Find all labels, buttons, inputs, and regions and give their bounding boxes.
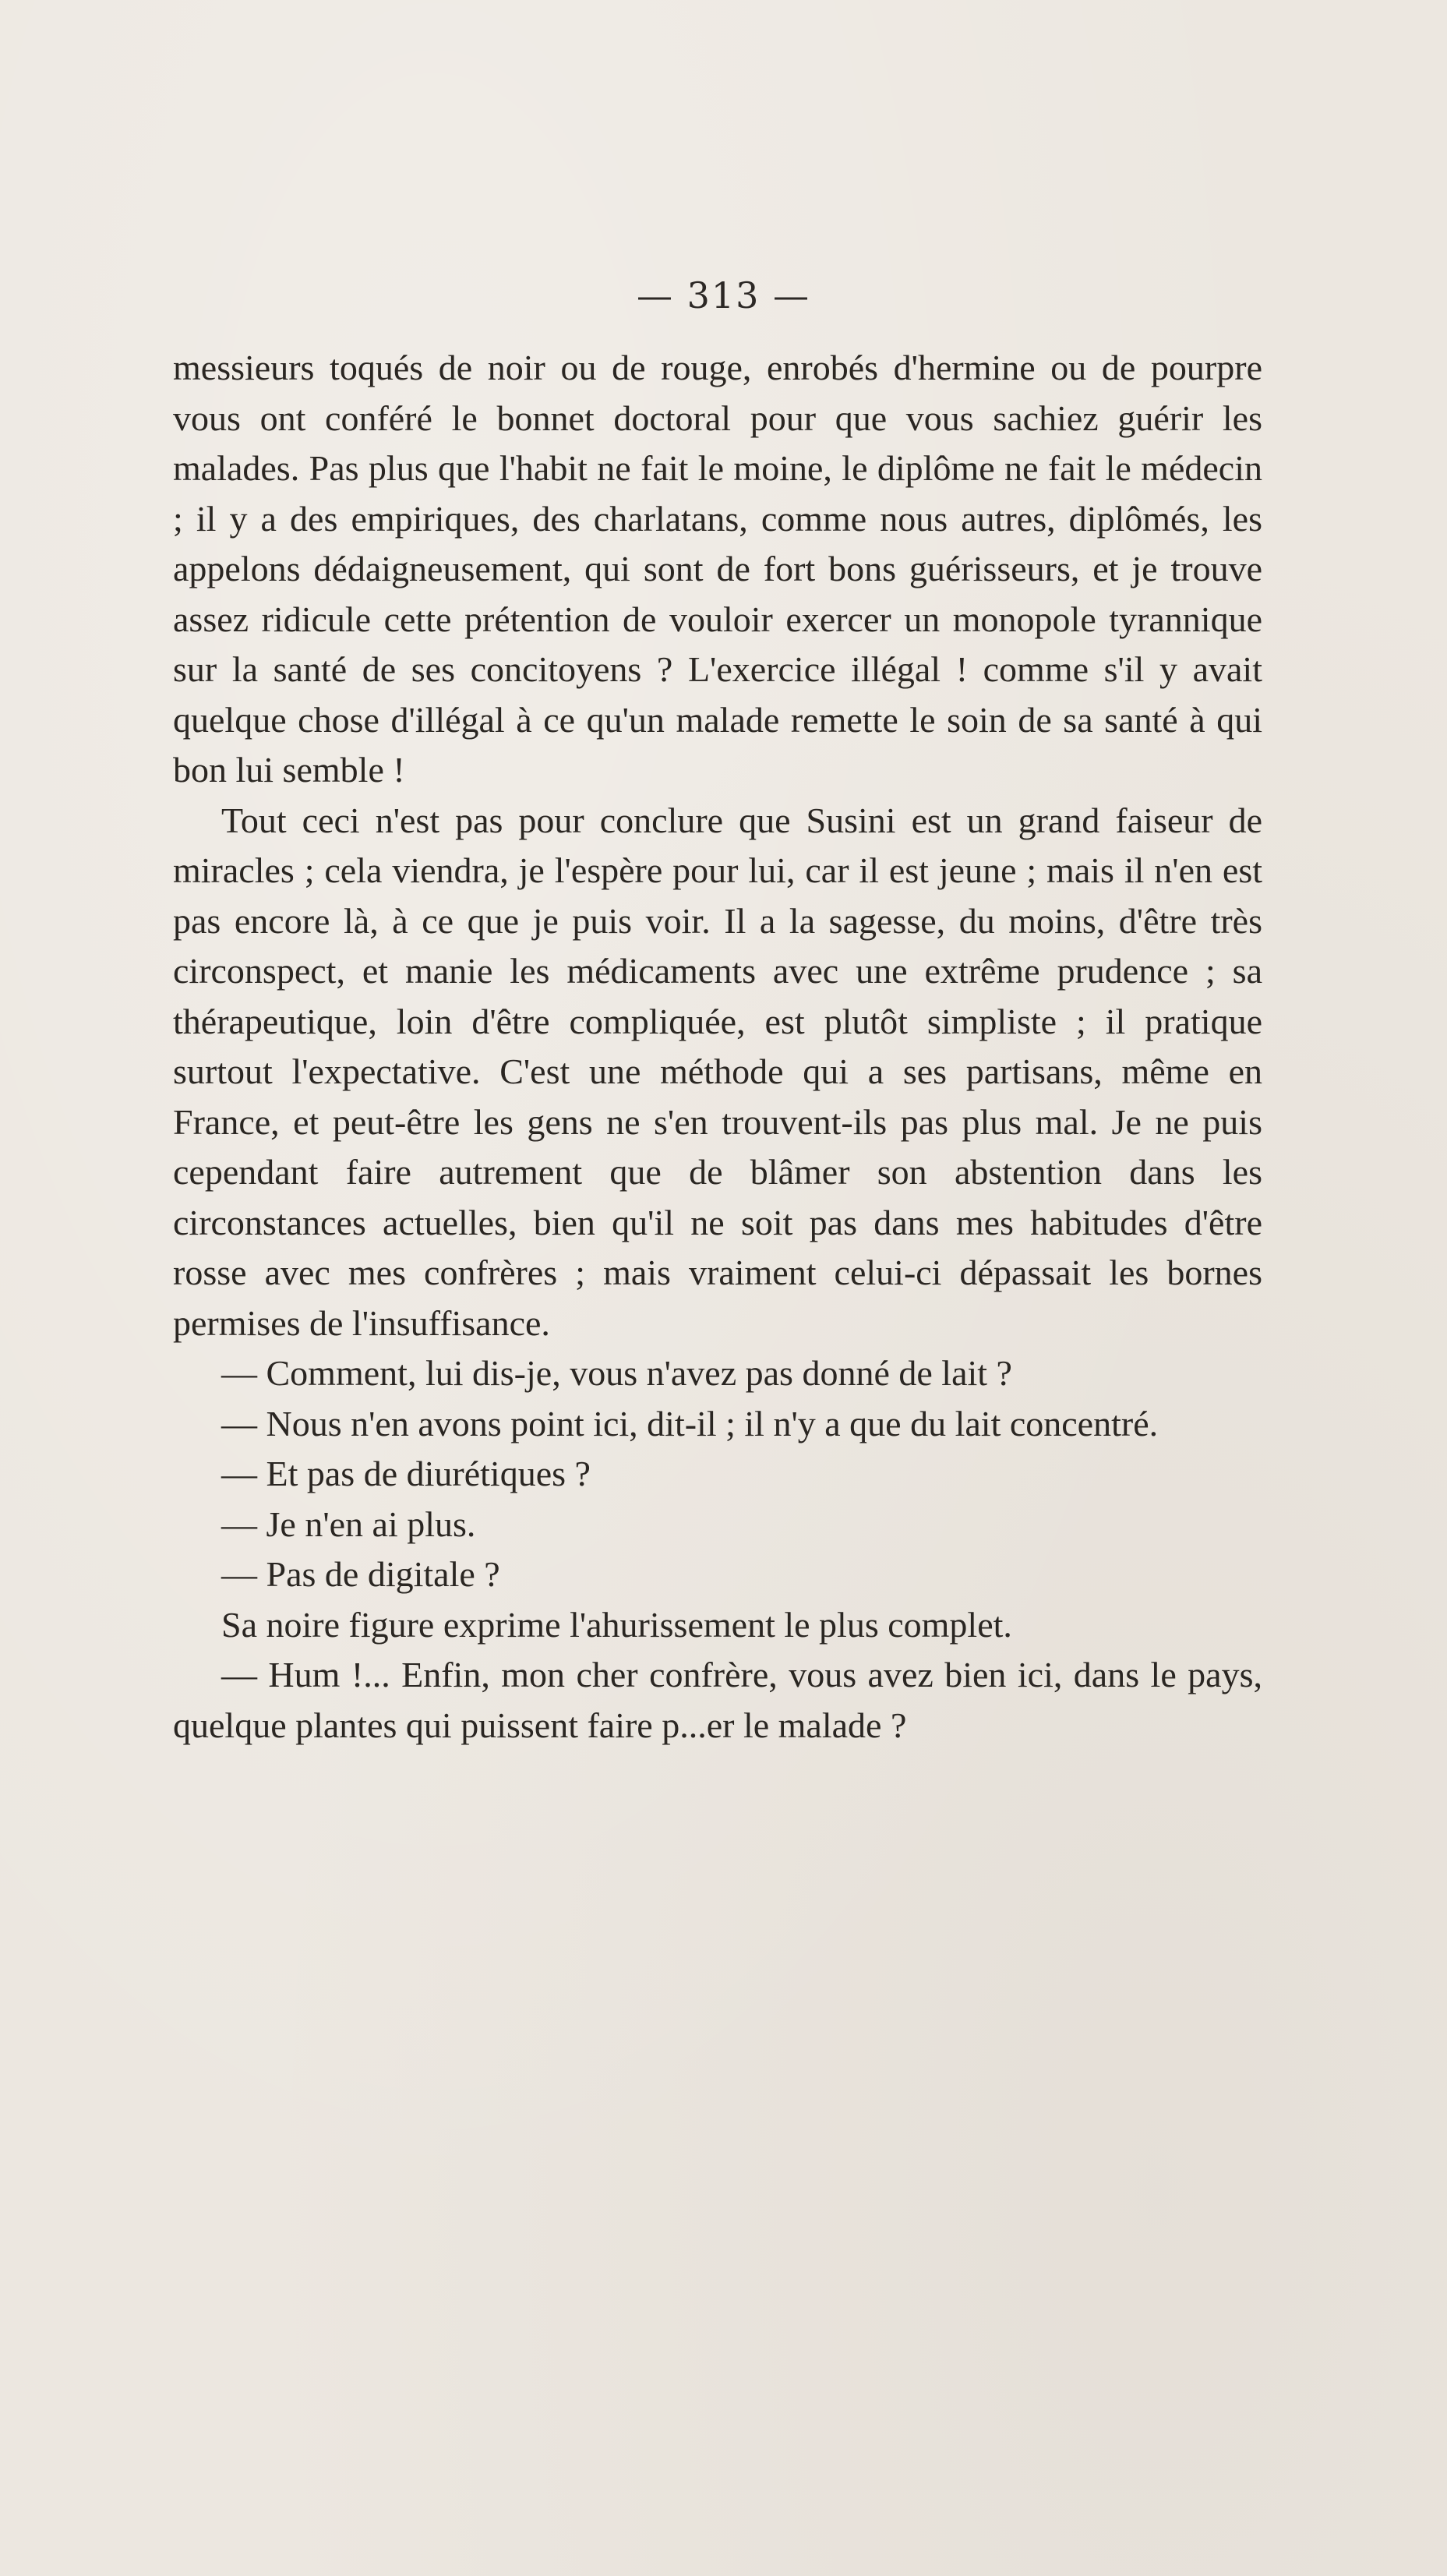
dialogue-line-2: — Nous n'en avons point ici, dit-il ; il n'y a que du lait concentré. xyxy=(221,1403,1159,1443)
paragraph-2: Tout ceci n'est pas pour conclure que Susini est un grand faiseur de miracles ; cela viendra, je l'espère pour lui, car il est jeune ; mais il n'en est pas encore là, à ce que je puis voir. Il a la sagesse, du moins, d'être très circonspect, et manie les médicaments avec une extrême prudence ; sa thérapeutique, loin d'être compliquée, est plutôt simpliste ; il pratique surtout l'expectative. C'est une méthode qui a ses partisans, même en France, et peut-être les gens ne s'en trouvent-ils pas plus mal. Je ne puis cependant faire autrement que de blâmer son abstention dans les circonstances actuelles, bien qu'il ne soit pas dans mes habitudes d'être rosse avec mes confrères ; mais vraiment celui-ci dépassait les bornes permises de l'insuffisance. xyxy=(173,800,1262,1343)
dialogue-line-5: — Pas de digitale ? xyxy=(221,1554,500,1594)
page-number: — 313 — xyxy=(636,274,811,316)
dialogue-line-3: — Et pas de diurétiques ? xyxy=(221,1454,591,1493)
dialogue-line-4: — Je n'en ai plus. xyxy=(221,1504,476,1544)
dialogue-line-1: — Comment, lui dis-je, vous n'avez pas donné de lait ? xyxy=(221,1353,1012,1393)
paragraph-1: messieurs toqués de noir ou de rouge, enrobés d'hermine ou de pourpre vous ont conféré le bonnet doctoral pour que vous sachiez guérir les malades. Pas plus que l'habit ne fait le moine, le diplôme ne fait le médecin ; il y a des empiriques, des charlatans, comme nous autres, diplômés, les appelons dédaigneusement, qui sont de fort bons guérisseurs, et je trouve assez ridicule cette prétention de vouloir exercer un monopole tyrannique sur la santé de ses concitoyens ? L'exercice illégal ! comme s'il y avait quelque chose d'illégal à ce qu'un malade remette le soin de sa santé à qui bon lui semble ! xyxy=(173,348,1262,790)
dialogue-line-6: — Hum !... Enfin, mon cher confrère, vous avez bien ici, dans le pays, quelque plantes qui puissent faire p...er le malade ? xyxy=(173,1655,1262,1745)
narration-line: Sa noire figure exprime l'ahurissement le plus complet. xyxy=(221,1604,1012,1645)
body-text xyxy=(173,343,1262,1751)
